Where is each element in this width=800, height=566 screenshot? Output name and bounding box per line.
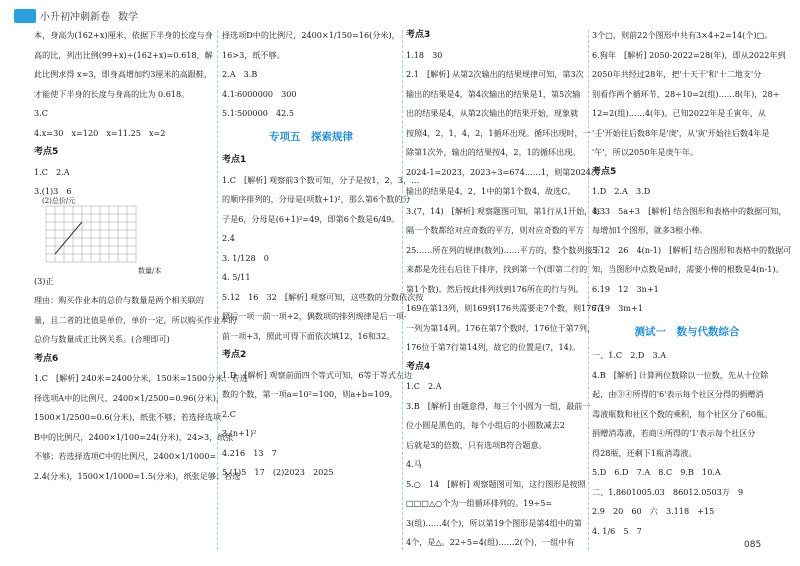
column-divider <box>402 30 403 550</box>
text-line: 按照4，2，1，4，2，1循环出现。循环出现时，一 <box>406 127 591 138</box>
text-line: 7.19 3m+1 <box>592 303 643 313</box>
text-line: 每增加1个图形，就多3根小棒。 <box>592 225 708 235</box>
text-line: 1500×1/2500=0.6(分米)，纸张不够；若选择选项 <box>34 412 222 422</box>
subject-label: 数学 <box>118 12 138 23</box>
text-line: 量，且二者的比值是单价，单价一定，所以购买作业本的 <box>34 314 237 325</box>
text-line: 的顺序排列的，分母是(项数+1)²，那么第6个数的分 <box>222 194 411 204</box>
text-line: 数的个数，第一项a=10²=100，则a+b=109。 <box>222 389 398 399</box>
text-line: 起，由③④所得的'6'表示每个社区分得的捐赠消 <box>592 389 764 399</box>
text-line: 总价与数量成正比例关系。(合理即可) <box>34 334 170 344</box>
column-4 <box>592 26 792 546</box>
text-line: 2.1 [解析] 从第2次输出的结果规律可知，第3次 <box>406 69 584 79</box>
text-line: 6.19 12 3n+1 <box>592 283 659 294</box>
text-line: 位小圆是黑色的，每个小组后的小圆数减去2 <box>406 420 565 430</box>
text-line: 3.(n+1)² <box>222 428 257 438</box>
text-line: 此比例求得 x≈3，即身高增加约3厘米的高跟鞋， <box>34 69 213 79</box>
text-line: 6.狗年 [解析] 2050-2022=28(年)，即从2022年到 <box>592 49 786 60</box>
text-line: 知，当图形中点数是n时，需要小棒的根数是4(n-1)。 <box>592 264 784 274</box>
text-line: '壬'开始往后数8年是'庚'，从'寅'开始往后数4年是 <box>592 127 770 138</box>
text-line: 出的结果是4，从第2次输出的结果开始，现象就 <box>406 108 579 118</box>
text-line: 第1个数)。然后按此排列找到176所在的行与列。 <box>406 283 584 294</box>
text-line: 5.12 26 4(n-1) [解析] 结合图形和表格中的数据可 <box>592 244 792 255</box>
text-line: 4.1∶6000000 300 <box>222 88 297 99</box>
chart-y-label: (2)总价/元 <box>42 196 76 205</box>
section-title: 测试一 数与代数综合 <box>634 325 740 338</box>
text-line: 2.A 3.B <box>222 69 258 79</box>
text-line: 4.x=30 x=120 x=11.25 x=2 <box>34 127 166 138</box>
price-quantity-chart <box>42 196 162 275</box>
text-line: 输出的结果是4，第4次输出的结果是1，第5次输 <box>406 88 581 99</box>
text-line: 4.216 13 7 <box>222 447 277 458</box>
text-line: 3. 1/128 0 <box>222 252 269 263</box>
text-line: 4个，是△。22÷5=4(组)……2(个)，一组中有 <box>406 537 575 547</box>
text-line: 择选项D中的比例尺，2400×1/150=16(分米)， <box>222 30 400 40</box>
section-title: 专项五 探索规律 <box>269 130 353 143</box>
text-line: 子是6，分母是(6+1)²=49，即第6个数是6/49。 <box>222 213 400 224</box>
text-line: 1.D 2.A 3.D <box>592 186 651 196</box>
text-line: 二、1.8601005.03 86012.0503万 9 <box>592 486 744 497</box>
text-line: 169在第13列，则169到176共需要走7个数，则176在 <box>406 303 605 313</box>
text-line: B中的比例尺，2400×1/100=24(分米)，24>3，纸张 <box>34 431 234 442</box>
text-line: 1.18 30 <box>406 49 443 60</box>
header <box>0 0 800 26</box>
column-divider <box>588 30 589 550</box>
text-line: 16>3，纸不够。 <box>222 49 285 60</box>
text-line: □□□△○个为一组循环排列的。19÷5= <box>406 498 553 508</box>
text-line: '午'，所以2050年是庚午年。 <box>592 147 698 157</box>
text-line: 前一项+3，照此可得下面依次填12、16和32。 <box>222 330 395 341</box>
text-line: 5.1∶500000 42.5 <box>222 108 294 118</box>
text-line: 才能使下半身的长度与身高的比为 0.618。 <box>34 88 190 99</box>
text-line: 3个□，则前22个图形中共有3×4+2=14(个)□。 <box>592 30 773 40</box>
text-line: 2024-1=2023，2023÷3=674……1，则第2024次 <box>406 166 600 177</box>
text-line: 3.(7，14) [解析] 观察题图可知，第1行从1开始，每 <box>406 205 601 216</box>
text-line: 照后一项一前一项+2，偶数项的排列规律是后一项- <box>222 311 407 321</box>
text-line: 2.4 <box>222 233 235 243</box>
text-line: 一列为第14列。176在第7个数时，176位于第7列， <box>406 322 596 333</box>
text-line: 5.12 16 32 [解析] 观察可知，这些数的分数依次按 <box>222 291 424 302</box>
text-line: 来都是先往右后往下排序，找到第一个(即第二行的 <box>406 264 588 274</box>
text-line: 1.D [解析] 观察前面四个等式可知，6等于等式左边 <box>222 369 413 380</box>
text-line: 2.C <box>222 408 236 419</box>
section-heading: 考点2 <box>222 350 247 360</box>
text-line: 3.B [解析] 由题意得，每三个小圆为一组，最前一 <box>406 400 591 411</box>
text-line: 除第1次外，输出的结果按4，2，1的循环出现。 <box>406 147 581 157</box>
section-heading: 考点1 <box>222 155 247 165</box>
text-line: 毒液瓶数和社区个数的乘积，每个社区分了60瓶。 <box>592 408 773 419</box>
chart-x-label: 数量/本 <box>138 266 162 275</box>
text-line: 2.4(分米)，1500×1/1000=1.5(分米)，纸张足够；若选 <box>34 470 241 481</box>
text-line: 5.(1)5 17 (2)2023 2025 <box>222 467 334 477</box>
text-line: 不够；若选择选项C中的比例尺，2400×1/1000= <box>34 451 217 461</box>
text-line: 1.C [解析] 240米=2400分米，150米=1500分米。若选 <box>34 373 248 383</box>
section-heading: 考点4 <box>406 361 431 372</box>
text-line: 2.9 20 60 六 3.118 +15 <box>592 506 715 516</box>
text-line: 隔一个数都给对应奇数的平方，则对应奇数的平方 <box>406 225 585 235</box>
text-line: 4.33 5a+3 [解析] 结合图形和表格中的数据可知， <box>592 205 787 216</box>
text-line: 4. 1/6 5 7 <box>592 525 642 536</box>
text-line: 3.C <box>34 108 48 118</box>
chart-grid <box>42 202 152 272</box>
text-line: 25……所在列的规律(数列)……平方的，整个数列接下 <box>406 244 601 255</box>
text-line: 得28瓶，还剩下1瓶消毒液。 <box>592 447 697 458</box>
text-line: 4. 5/11 <box>222 272 251 282</box>
text-line: 择选项A中的比例尺，2400×1/2500=0.96(分米)， <box>34 392 224 403</box>
text-line: 1.C [解析] 观察前3个数可知，分子是按1，2，3，… <box>222 174 420 185</box>
text-line: 4.马 <box>406 459 422 469</box>
book-logo-icon <box>14 9 36 23</box>
text-line: (3)正 <box>34 275 54 286</box>
text-line: 5.○ 14 [解析] 观察题图可知，这行图形是按照 <box>406 478 586 489</box>
text-line: 高的比，列出比例(99+x)÷(162+x)=0.618，解 <box>34 49 213 60</box>
page-number: 085 <box>744 540 762 550</box>
text-line: 1.C 2.A <box>406 381 442 391</box>
text-line: 输出的结果是4，2，1中的第1个数4，故选C。 <box>406 186 576 196</box>
text-line: 3(组)……4(个)，所以第19个图形是第4组中的第 <box>406 517 582 528</box>
text-line: 176位于第7行第14列，故它的位置是(7，14)。 <box>406 342 581 352</box>
text-line: 12=2(组)……4(年)。已知2022年是壬寅年，从 <box>592 108 766 118</box>
text-line: 4.B [解析] 计算两位数除以一位数，先从十位除 <box>592 369 769 380</box>
book-title: 小升初冲刺新卷 <box>40 12 110 23</box>
text-line: 捐赠消毒液，若商④所得的'1'表示每个社区分 <box>592 428 756 438</box>
text-line: 理由：购买作业本的总价与数量是两个相关联的 <box>34 295 204 305</box>
section-heading: 考点5 <box>592 166 617 177</box>
section-heading: 考点5 <box>34 147 59 157</box>
text-line: 本，身高为(162+x)厘米，依据下半身的长度与身 <box>34 30 213 40</box>
text-line: 后就是3的倍数，只有选项B符合题意。 <box>406 439 547 450</box>
section-heading: 考点3 <box>406 30 431 40</box>
text-line: 一、1.C 2.D 3.A <box>592 350 667 360</box>
section-heading: 考点6 <box>34 353 59 364</box>
text-line: 1.C 2.A <box>34 166 70 177</box>
text-line: 5.D 6.D 7.A 8.C 9.B 10.A <box>592 467 721 477</box>
text-line: 别看作两个循环节，28÷10=2(组)……8(年)，28÷ <box>592 88 780 99</box>
text-line: 3.(1)3 6 <box>34 186 72 196</box>
text-line: 2050年共经过28年，把'十天干'和'十二地支'分 <box>592 69 762 79</box>
